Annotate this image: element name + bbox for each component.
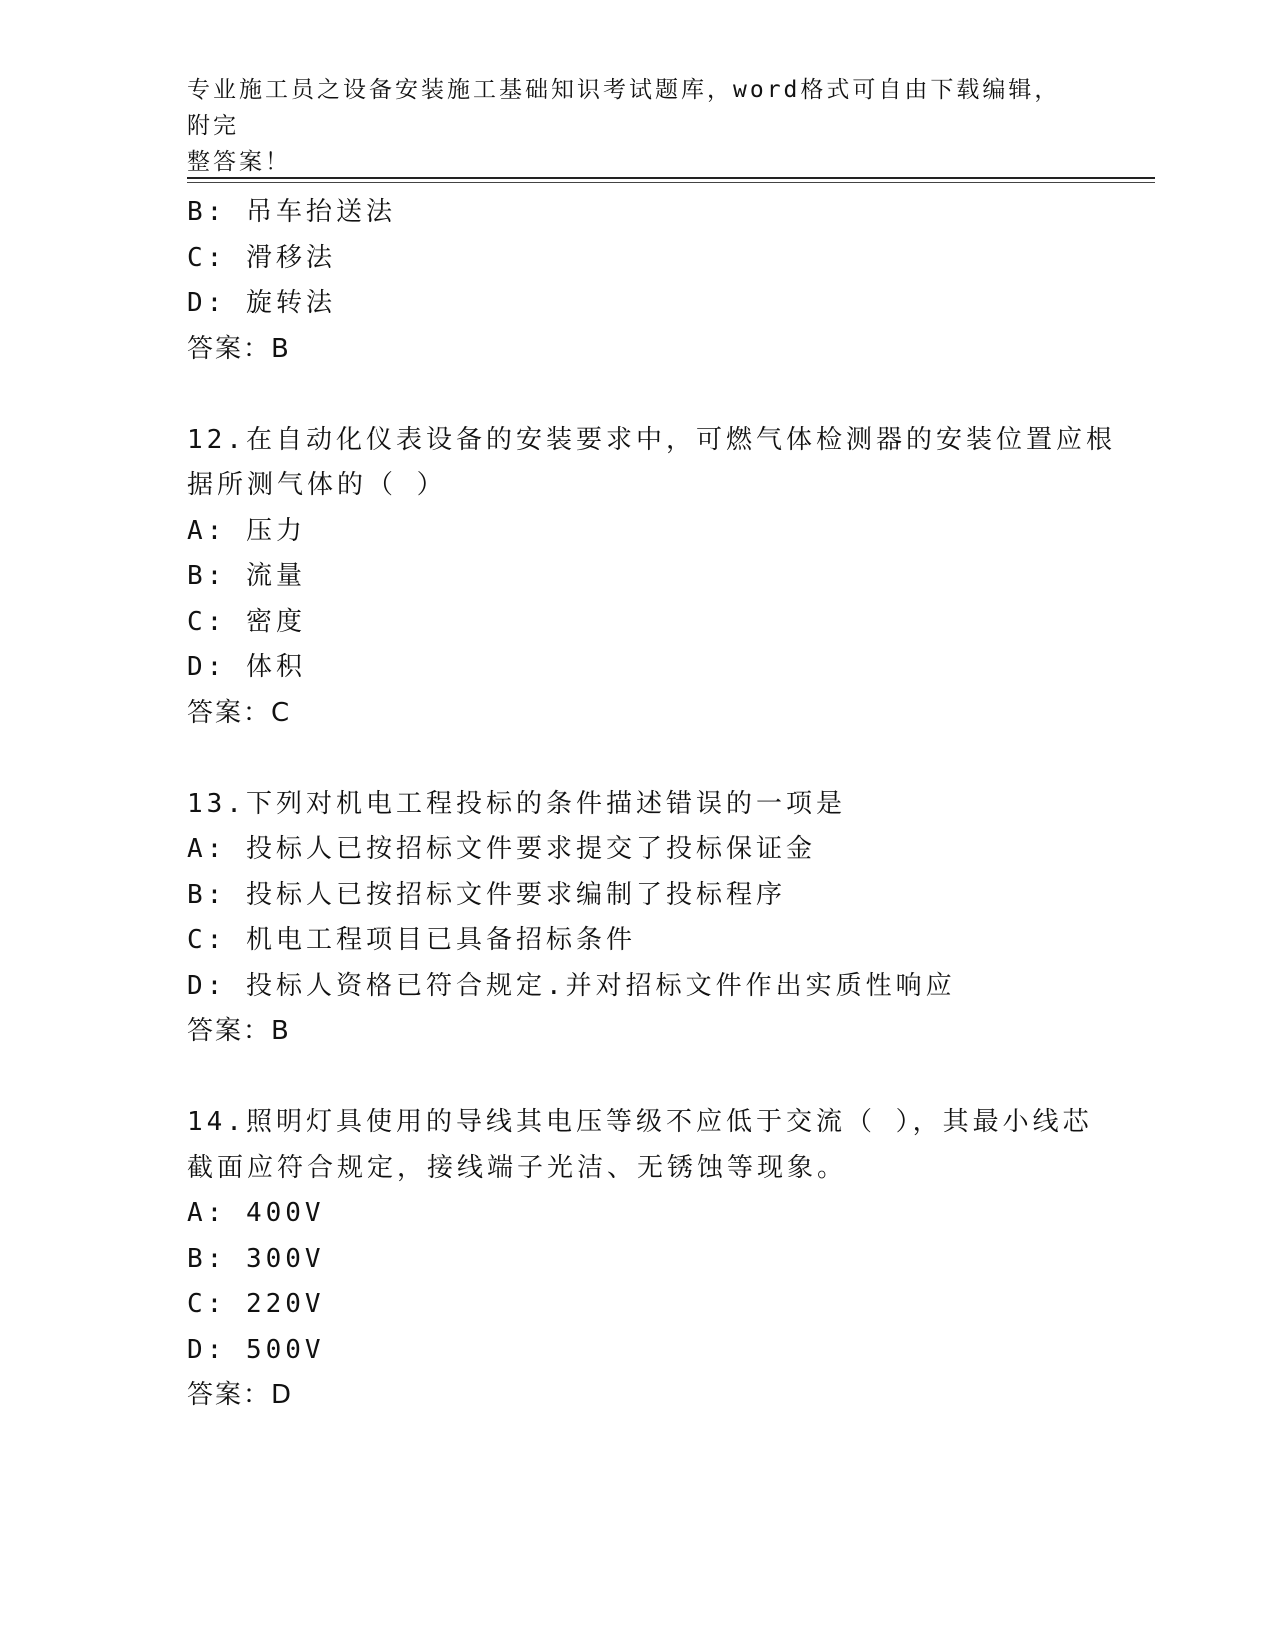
header-line-2: 整答案！ (187, 149, 291, 175)
option-text: 密度 (245, 606, 306, 637)
option-b (187, 873, 1087, 919)
option-text: 400V (245, 1198, 325, 1228)
answer-line: 答案：C (187, 697, 292, 728)
option-text: 220V (245, 1289, 325, 1319)
option-a (187, 509, 1087, 555)
option-c (187, 600, 1087, 646)
spacer (187, 736, 1087, 782)
option-text: 300V (245, 1243, 325, 1274)
header-line-1: 专业施工员之设备安装施工基础知识考试题库，word格式可自由下载编辑，附完 (187, 77, 1061, 139)
option-key: C: (187, 925, 227, 955)
option-text: 体积 (245, 652, 306, 682)
option-d (187, 645, 1087, 691)
question-block-12 (187, 418, 1116, 737)
option-text: 投标人资格已符合规定.并对招标文件作出实质性响应 (245, 970, 956, 1001)
header-rule-thin (187, 182, 1155, 183)
option-text: 500V (245, 1334, 325, 1365)
option-text: 投标人已按招标文件要求编制了投标程序 (245, 879, 786, 910)
answer-line: 答案：D (187, 1380, 294, 1410)
document-header (187, 72, 1067, 180)
answer-line: 答案：B (187, 1016, 291, 1046)
question-text-line-1: 13.下列对机电工程投标的条件描述错误的一项是 (187, 788, 846, 819)
option-c (187, 918, 1087, 964)
option-key: A: (187, 1198, 227, 1228)
option-text: 投标人已按招标文件要求提交了投标保证金 (245, 834, 816, 864)
option-a (187, 1191, 1087, 1237)
option-key: D: (187, 1334, 227, 1365)
option-key: B: (187, 561, 227, 591)
question-text-line-1: 14.照明灯具使用的导线其电压等级不应低于交流（ ），其最小线芯 (187, 1107, 1093, 1137)
option-text: 流量 (245, 561, 306, 591)
option-d (187, 281, 1087, 327)
option-a (187, 827, 1087, 873)
question-text-line-2: 截面应符合规定，接线端子光洁、无锈蚀等现象。 (187, 1152, 848, 1183)
option-key: B: (187, 197, 227, 227)
option-key: A: (187, 515, 227, 546)
option-key: B: (187, 1243, 227, 1274)
option-b (187, 1237, 1087, 1283)
question-text-line-1: 12.在自动化仪表设备的安装要求中，可燃气体检测器的安装位置应根 (187, 424, 1116, 455)
option-key: B: (187, 879, 227, 910)
option-b (187, 554, 1087, 600)
option-d (187, 1328, 1087, 1374)
answer-line: 答案：B (187, 333, 291, 364)
question-list (187, 190, 1116, 1419)
question-block-14 (187, 1100, 1093, 1419)
option-key: A: (187, 834, 227, 864)
question-block-prev (187, 190, 1087, 372)
option-text: 吊车抬送法 (245, 197, 396, 227)
option-d (187, 964, 1087, 1010)
option-key: D: (187, 288, 227, 318)
option-text: 滑移法 (245, 242, 336, 273)
header-rule-thick (187, 177, 1155, 179)
option-key: D: (187, 970, 227, 1001)
option-text: 压力 (245, 515, 306, 546)
option-c (187, 1282, 1087, 1328)
option-text: 机电工程项目已具备招标条件 (245, 925, 636, 955)
option-key: C: (187, 242, 227, 273)
option-key: C: (187, 1289, 227, 1319)
option-text: 旋转法 (245, 288, 336, 318)
option-key: D: (187, 652, 227, 682)
question-text-line-2: 据所测气体的（ ） (187, 470, 447, 500)
option-b (187, 190, 1087, 236)
question-block-13 (187, 782, 1087, 1055)
spacer (187, 1055, 1087, 1101)
spacer (187, 372, 1087, 418)
option-c (187, 236, 1087, 282)
option-key: C: (187, 606, 227, 637)
